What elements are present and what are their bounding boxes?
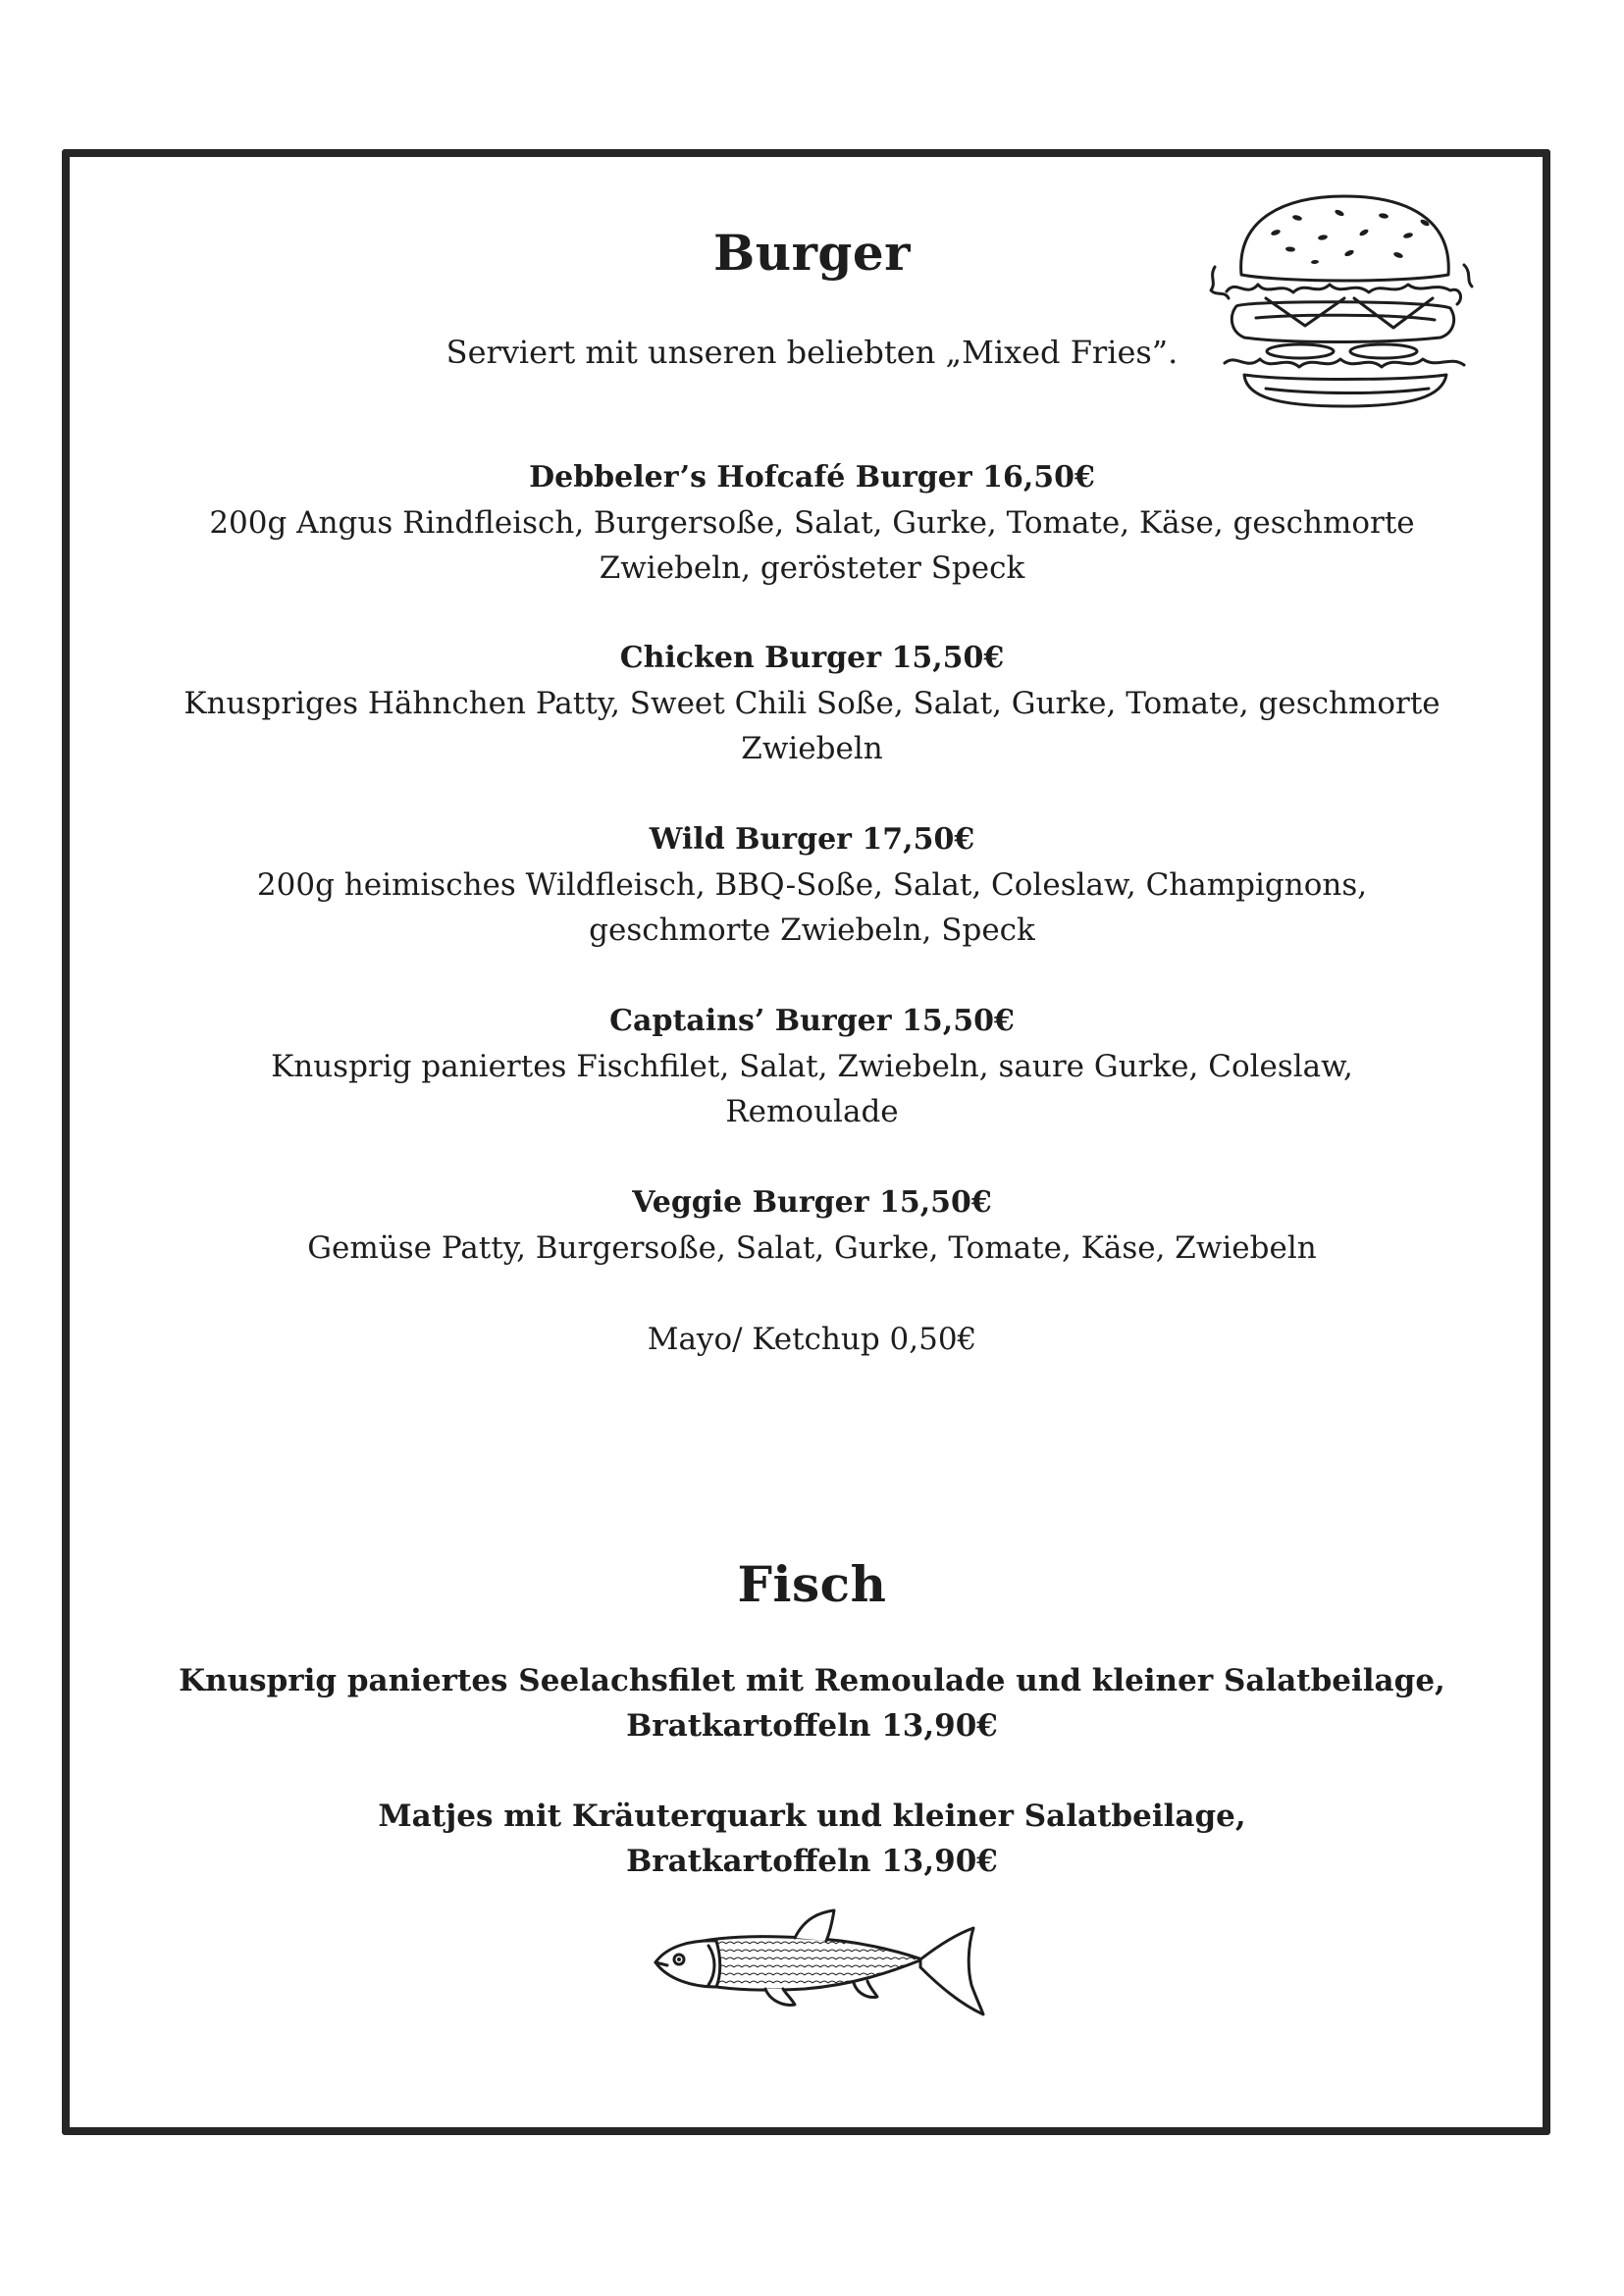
menu-extra <box>0 1317 1624 1362</box>
menu-item-description-line: Remoulade <box>725 1094 899 1129</box>
burger-illustration <box>1207 188 1477 414</box>
fish-section-title: Fisch <box>737 1555 887 1613</box>
menu-item-description-line: 200g Angus Rindfleisch, Burgersoße, Salat, Gurke, Tomate, Käse, geschmorte <box>209 505 1415 541</box>
menu-item <box>0 1794 1624 1884</box>
menu-item <box>0 455 1624 591</box>
menu-item-description-line: Gemüse Patty, Burgersoße, Salat, Gurke, Tomate, Käse, Zwiebeln <box>307 1230 1317 1266</box>
menu-item <box>0 636 1624 771</box>
menu-item-description-line: Zwiebeln <box>741 731 883 766</box>
menu-item <box>0 1180 1624 1271</box>
menu-item-line: Matjes mit Kräuterquark und kleiner Salatbeilage, <box>378 1799 1246 1834</box>
menu-item-description-line: 200g heimisches Wildfleisch, BBQ-Soße, Salat, Coleslaw, Champignons, <box>256 867 1368 903</box>
menu-item <box>0 999 1624 1134</box>
menu-item <box>0 1658 1624 1748</box>
menu-item-title: Captains’ Burger 15,50€ <box>609 1004 1015 1038</box>
menu-item-line: Bratkartoffeln 13,90€ <box>626 1844 998 1879</box>
burger-section-title: Burger <box>712 224 912 282</box>
fish-illustration <box>648 1908 986 2021</box>
menu-item-title: Debbeler’s Hofcafé Burger 16,50€ <box>529 460 1095 495</box>
menu-item-description-line: Knuspriges Hähnchen Patty, Sweet Chili Soße, Salat, Gurke, Tomate, geschmorte <box>183 686 1441 721</box>
burger-section-subtitle: Serviert mit unseren beliebten „Mixed Fries”. <box>445 334 1179 371</box>
menu-item-line: Knusprig paniertes Seelachsfilet mit Remoulade und kleiner Salatbeilage, <box>179 1663 1445 1698</box>
menu-extra-text: Mayo/ Ketchup 0,50€ <box>647 1322 977 1357</box>
menu-item-title: Chicken Burger 15,50€ <box>619 641 1005 675</box>
menu-item-description-line: Zwiebeln, gerösteter Speck <box>599 550 1025 586</box>
menu-item-description-line: Knusprig paniertes Fischfilet, Salat, Zwiebeln, saure Gurke, Coleslaw, <box>271 1049 1353 1084</box>
menu-item-description-line: geschmorte Zwiebeln, Speck <box>589 913 1035 948</box>
menu-item-line: Bratkartoffeln 13,90€ <box>626 1708 998 1744</box>
menu-item-title: Veggie Burger 15,50€ <box>632 1185 992 1220</box>
menu-item <box>0 817 1624 953</box>
menu-item-title: Wild Burger 17,50€ <box>649 822 975 857</box>
